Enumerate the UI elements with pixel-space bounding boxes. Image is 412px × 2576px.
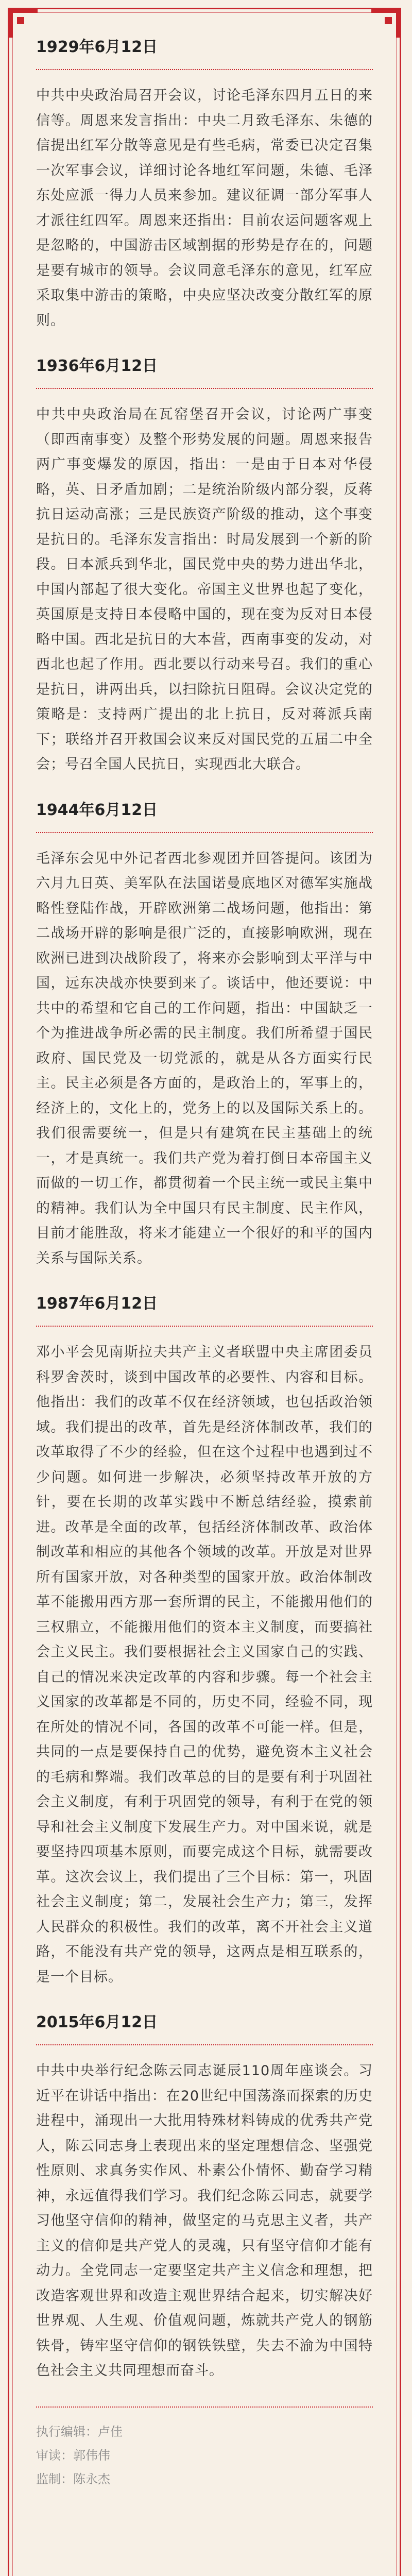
entry-date: 2015年6月12日 xyxy=(36,2012,373,2045)
credit-editor: 执行编辑：卢佳 xyxy=(36,2424,123,2439)
entry-text: 中共中央举行纪念陈云同志诞辰110周年座谈会。习近平在讲话中指出：在20世纪中国荡涤而探索的历史进程中，涌现出一大批用特殊材料铸成的优秀共产党人，陈云同志身上表现出来的坚定理想信念、坚强党性原则、求真务实作风、朴素公仆情怀、勤奋学习精神，永远值得我们学习。我们纪念陈云同志，就要学习他坚守信仰的精神，做坚定的马克思主义者，共产主义的信仰是共产党人的灵魂，只有坚守信仰才能有动力。全党同志一定要坚定共产主义信念和理想，把改造客观世界和改造主观世界结合起来，切实解决好世界观、人生观、价值观问题，炼就共产党人的钢筋铁骨，铸牢坚守信仰的钢铁铁壁，失去不渝为中国特色社会主义共同理想而奋斗。 xyxy=(36,2063,373,2379)
article-content xyxy=(36,37,373,2491)
credit-reviewer: 审读：郭伟伟 xyxy=(36,2448,110,2463)
entry-text: 中共中央政治局召开会议，讨论毛泽东四月五日的来信等。周恩来发言指出：中央二月致毛泽东、朱德的信提出红军分散等意见是有些毛病，常委已决定召集一次军事会议，详细讨论各地红军问题，朱德、毛泽东处应派一得力人员来参加。建议征调一部分军事人才派往红四军。周恩来还指出：目前农运问题客观上是忽略的，中国游击区域割据的形势是存在的，问题是要有城市的领导。会议同意毛泽东的意见，红军应采取集中游击的策略，中央应坚决改变分散红军的原则。 xyxy=(36,88,373,329)
history-entry-2015 xyxy=(36,2012,373,2384)
corner-ornament-top-right xyxy=(371,8,401,38)
history-entry-1936 xyxy=(36,356,373,777)
entry-date: 1987年6月12日 xyxy=(36,1294,373,1327)
history-entry-1944 xyxy=(36,800,373,1272)
entry-date: 1936年6月12日 xyxy=(36,356,373,389)
entry-text: 邓小平会见南斯拉夫共产主义者联盟中央主席团委员科罗舍茨时，谈到中国改革的必要性、内容和目标。他指出：我们的改革不仅在经济领域，也包括政治领域。我们提出的改革，首先是经济体制改革，我们的改革取得了不少的经验，但在这个过程中也遇到过不少问题。如何进一步解决，必须坚持改革开放的方针，要在长期的改革实践中不断总结经验，摸索前进。改革是全面的改革，包括经济体制改革、政治体制改革和相应的其他各个领域的改革。开放是对世界所有国家开放，对各种类型的国家开放。政治体制改革不能搬用西方那一套所谓的民主，不能搬用他们的三权鼎立，不能搬用他们的资本主义制度，而要搞社会主义民主。我们要根据社会主义国家自己的实践、自己的情况来决定改革的内容和步骤。每一个社会主义国家的改革都是不同的，历史不同，经验不同，现在所处的情况不同，各国的改革不可能一样。但是，共同的一点是要保持自己的优势，避免资本主义社会的毛病和弊端。我们改革总的目的是要有利于巩固社会主义制度，有利于巩固党的领导，有利于在党的领导和社会主义制度下发展生产力。对中国来说，就是要坚持四项基本原则，而要完成这个目标，就需要改革。这次会议上，我们提出了三个目标：第一，巩固社会主义制度；第二，发展社会生产力；第三，发挥人民群众的积极性。我们的改革，离不开社会主义道路，不能没有共产党的领导，这两点是相互联系的，是一个目标。 xyxy=(36,1344,373,1985)
history-entry-1987 xyxy=(36,1294,373,1990)
corner-ornament-top-left xyxy=(8,8,38,38)
entry-text: 中共中央政治局在瓦窑堡召开会议，讨论两广事变（即西南事变）及整个形势发展的问题。周恩来报告两广事变爆发的原因，指出：一是由于日本对华侵略，英、日矛盾加剧；二是统治阶级内部分裂，反蒋抗日运动高涨；三是民族资产阶级的推动，这个事变是抗日的。毛泽东发言指出：时局发展到一个新的阶段。日本派兵到华北，国民党中央的势力进出华北，中国内部起了很大变化。帝国主义世界也起了变化，英国原是支持日本侵略中国的，现在变为反对日本侵略中国。西北是抗日的大本营，西南事变的发动，对西北也起了作用。西北要以行动来号召。我们的重心是抗日，讲两出兵，以扫除抗日阻碍。会议决定党的策略是：支持两广提出的北上抗日，反对蒋派兵南下；联络并召开救国会议来反对国民党的五届二中全会；号召全国人民抗日，实现西北大联合。 xyxy=(36,406,373,772)
credits-block xyxy=(36,2406,373,2491)
entry-text: 毛泽东会见中外记者西北参观团并回答提问。该团为六月九日英、美军队在法国诺曼底地区对德军实施战略性登陆作战，开辟欧洲第二战场问题，他指出：第二战场开辟的影响是很广泛的，直接影响欧洲，现在欧洲已进到决战阶段了，将来亦会影响到太平洋与中国，远东决战亦快要到来了。谈话中，他还要说：中共中的希望和它自己的工作问题，指出：中国缺乏一个为推进战争所必需的民主制度。我们所希望于国民政府、国民党及一切党派的，就是从各方面实行民主。民主必须是各方面的，是政治上的，军事上的，经济上的，文化上的，党务上的以及国际关系上的。我们很需要统一，但是只有建筑在民主基础上的统一，才是真统一。我们共产党为着打倒日本帝国主义而做的一切工作，都贯彻着一个民主统一或民主集中的精神。我们认为全中国只有民主制度、民主作风，目前才能胜敌，将来才能建立一个很好的和平的国内关系与国际关系。 xyxy=(36,850,373,1266)
credit-publisher: 监制：陈永杰 xyxy=(36,2471,110,2486)
entry-date: 1944年6月12日 xyxy=(36,800,373,833)
entry-date: 1929年6月12日 xyxy=(36,37,373,70)
history-entry-1929 xyxy=(36,37,373,333)
